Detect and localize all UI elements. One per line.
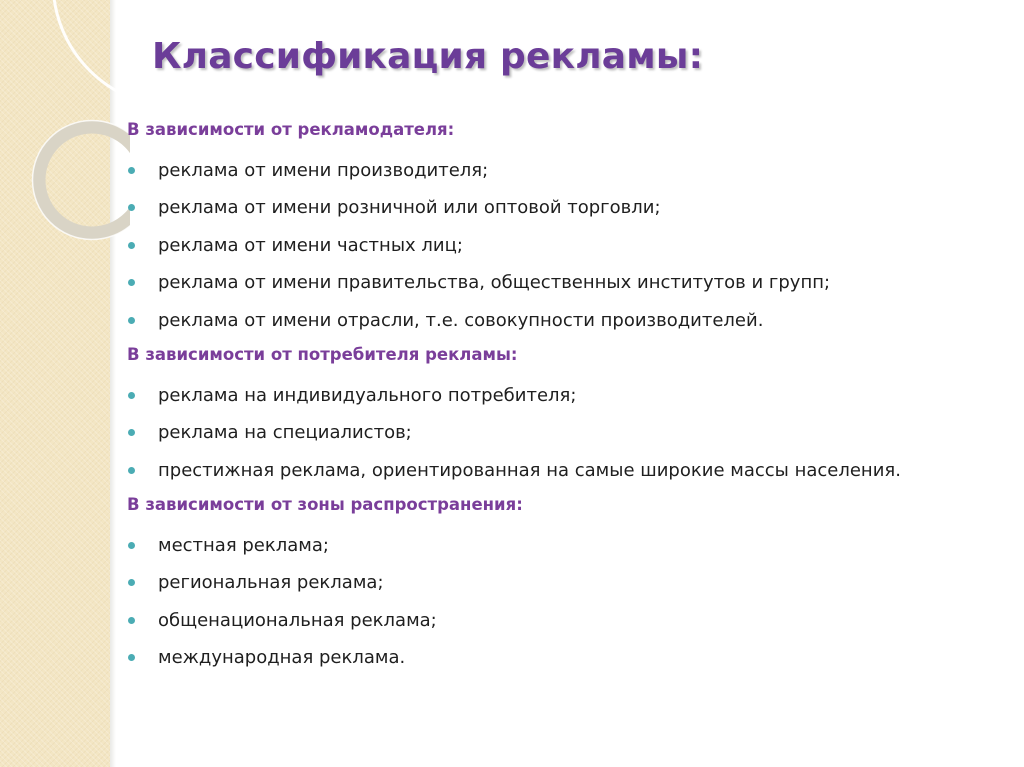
list-item bbox=[127, 527, 1007, 565]
bullet-dot-icon bbox=[128, 429, 135, 436]
list-item-text: местная реклама; bbox=[158, 534, 329, 556]
list-item bbox=[127, 189, 1007, 227]
list-item bbox=[127, 152, 1007, 190]
list-item bbox=[127, 414, 1007, 452]
decorative-ring-small bbox=[39, 127, 130, 233]
list-item bbox=[127, 452, 1007, 490]
list-item bbox=[127, 602, 1007, 640]
slide-title: Классификация рекламы: bbox=[152, 36, 704, 77]
list-item-text: общенациональная реклама; bbox=[158, 609, 437, 631]
list-item-text: престижная реклама, ориентированная на самые широкие массы населения. bbox=[158, 459, 901, 481]
bullet-dot-icon bbox=[128, 617, 135, 624]
section-heading: В зависимости от рекламодателя: bbox=[127, 120, 455, 139]
list-item-text: международная реклама. bbox=[158, 647, 406, 668]
bullet-dot-icon bbox=[128, 542, 135, 549]
list-item-text: региональная реклама; bbox=[158, 572, 384, 593]
bullet-dot-icon bbox=[128, 279, 135, 286]
section-distribution-zone bbox=[127, 489, 1007, 677]
slide-content bbox=[127, 114, 1007, 677]
list-item-text: реклама от имени производителя; bbox=[158, 159, 489, 181]
list-item-text: реклама от имени розничной или оптовой торговли; bbox=[158, 197, 661, 218]
list-item-text: реклама от имени отрасли, т.е. совокупности производителей. bbox=[158, 309, 764, 331]
list-item bbox=[127, 564, 1007, 602]
decorative-rings-graphic bbox=[0, 0, 130, 260]
list-item-text: реклама от имени частных лиц; bbox=[158, 234, 463, 256]
bullet-dot-icon bbox=[128, 392, 135, 399]
section-heading: В зависимости от потребителя рекламы: bbox=[127, 345, 518, 364]
bullet-dot-icon bbox=[128, 204, 135, 211]
list-item-text: реклама на индивидуального потребителя; bbox=[158, 384, 577, 406]
section-advertiser bbox=[127, 114, 1007, 339]
bullet-dot-icon bbox=[128, 467, 135, 474]
bullet-dot-icon bbox=[128, 167, 135, 174]
bullet-dot-icon bbox=[128, 317, 135, 324]
bullet-dot-icon bbox=[128, 579, 135, 586]
decorative-ring-large bbox=[53, 0, 130, 107]
list-item bbox=[127, 264, 1007, 302]
section-heading: В зависимости от зоны распространения: bbox=[127, 495, 523, 514]
list-item-text: реклама от имени правительства, общественных институтов и групп; bbox=[158, 272, 831, 293]
section-consumer bbox=[127, 339, 1007, 489]
list-item bbox=[127, 227, 1007, 265]
list-item bbox=[127, 377, 1007, 415]
list-item-text: реклама на специалистов; bbox=[158, 422, 412, 443]
bullet-dot-icon bbox=[128, 654, 135, 661]
list-item bbox=[127, 639, 1007, 677]
bullet-dot-icon bbox=[128, 242, 135, 249]
list-item bbox=[127, 302, 1007, 340]
